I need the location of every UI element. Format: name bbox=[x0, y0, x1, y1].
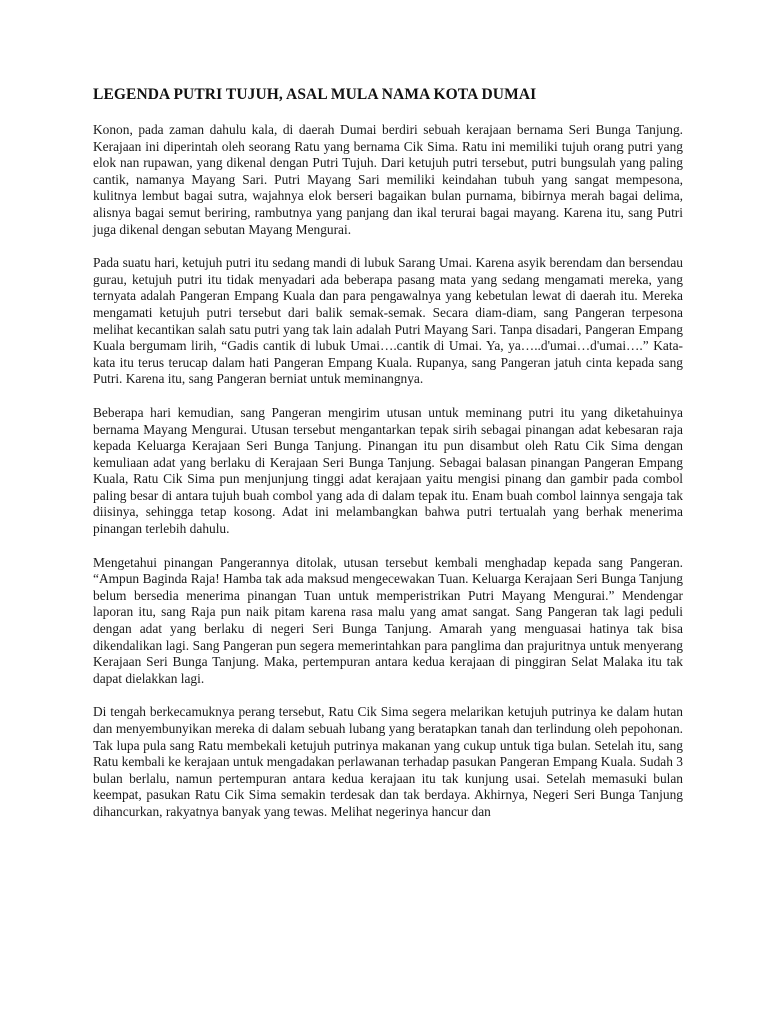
paragraph-2: Pada suatu hari, ketujuh putri itu sedang mandi di lubuk Sarang Umai. Karena asyik berendam dan bersendau gurau, ketujuh putri itu tidak menyadari ada beberapa pasang mata yang sedang mengamati mereka, yang ternyata adalah Pangeran Empang Kuala dan para pengawalnya yang kebetulan lewat di daerah itu. Mereka mengamati ketujuh putri tersebut dari balik semak-semak. Secara diam-diam, sang Pangeran terpesona melihat kecantikan salah satu putri yang tak lain adalah Putri Mayang Sari. Tanpa disadari, Pangeran Empang Kuala bergumam lirih, “Gadis cantik di lubuk Umai….cantik di Umai. Ya, ya…..d'umai…d'umai….” Kata-kata itu terus terucap dalam hati Pangeran Empang Kuala. Rupanya, sang Pangeran jatuh cinta kepada sang Putri. Karena itu, sang Pangeran berniat untuk meminangnya. bbox=[93, 255, 683, 387]
paragraph-1: Konon, pada zaman dahulu kala, di daerah Dumai berdiri sebuah kerajaan bernama Seri Bunga Tanjung. Kerajaan ini diperintah oleh seorang Ratu yang bernama Cik Sima. Ratu ini memiliki tujuh orang putri yang elok nan rupawan, yang dikenal dengan Putri Tujuh. Dari ketujuh putri tersebut, putri bungsulah yang paling cantik, namanya Mayang Sari. Putri Mayang Sari memiliki keindahan tubuh yang sangat mempesona, kulitnya lembut bagai sutra, wajahnya elok berseri bagaikan bulan purnama, bibirnya merah bagai delima, alisnya bagai semut beriring, rambutnya yang panjang dan ikal terurai bagai mayang. Karena itu, sang Putri juga dikenal dengan sebutan Mayang Mengurai. bbox=[93, 122, 683, 237]
document-title: LEGENDA PUTRI TUJUH, ASAL MULA NAMA KOTA DUMAI bbox=[93, 86, 537, 103]
paragraph-3: Beberapa hari kemudian, sang Pangeran mengirim utusan untuk meminang putri itu yang diketahuinya bernama Mayang Mengurai. Utusan tersebut mengantarkan tepak sirih sebagai pinangan adat kebesaran raja kepada Keluarga Kerajaan Seri Bunga Tanjung. Pinangan itu pun disambut oleh Ratu Cik Sima dengan kemuliaan adat yang berlaku di Kerajaan Seri Bunga Tanjung. Sebagai balasan pinangan Pangeran Empang Kuala, Ratu Cik Sima pun menjunjung tinggi adat kerajaan yaitu mengisi pinang dan gambir pada combol paling besar di antara tujuh buah combol yang ada di dalam tepak itu. Enam buah combol lainnya sengaja tak diisinya, sehingga tetap kosong. Adat ini melambangkan bahwa putri tertualah yang berhak menerima pinangan terlebih dahulu. bbox=[93, 404, 683, 537]
paragraph-5: Di tengah berkecamuknya perang tersebut, Ratu Cik Sima segera melarikan ketujuh putrinya ke dalam hutan dan menyembunyikan mereka di dalam sebuah lubang yang beratapkan tanah dan terlindung oleh pepohonan. Tak lupa pula sang Ratu membekali ketujuh putrinya makanan yang cukup untuk tiga bulan. Setelah itu, sang Ratu kembali ke kerajaan untuk mengadakan perlawanan terhadap pasukan Pangeran Empang Kuala. Sudah 3 bulan berlalu, namun pertempuran antara kedua kerajaan itu tak kunjung usai. Setelah memasuki bulan keempat, pasukan Ratu Cik Sima semakin terdesak dan tak berdaya. Akhirnya, Negeri Seri Bunga Tanjung dihancurkan, rakyatnya banyak yang tewas. Melihat negerinya hancur dan bbox=[93, 704, 683, 819]
document-body bbox=[93, 122, 683, 838]
paragraph-4: Mengetahui pinangan Pangerannya ditolak, utusan tersebut kembali menghadap kepada sang Pangeran. “Ampun Baginda Raja! Hamba tak ada maksud mengecewakan Tuan. Keluarga Kerajaan Seri Bunga Tanjung belum bersedia menerima pinangan Tuan untuk memperistrikan Putri Mayang Mengurai.” Mendengar laporan itu, sang Raja pun naik pitam karena rasa malu yang amat sangat. Sang Pangeran tak lagi peduli dengan adat yang berlaku di negeri Seri Bunga Tanjung. Amarah yang menguasai hatinya tak bisa dikendalikan lagi. Sang Pangeran pun segera memerintahkan para panglima dan prajuritnya untuk menyerang Kerajaan Seri Bunga Tanjung. Maka, pertempuran antara kedua kerajaan di pinggiran Selat Malaka itu tak dapat dielakkan lagi. bbox=[93, 554, 683, 686]
